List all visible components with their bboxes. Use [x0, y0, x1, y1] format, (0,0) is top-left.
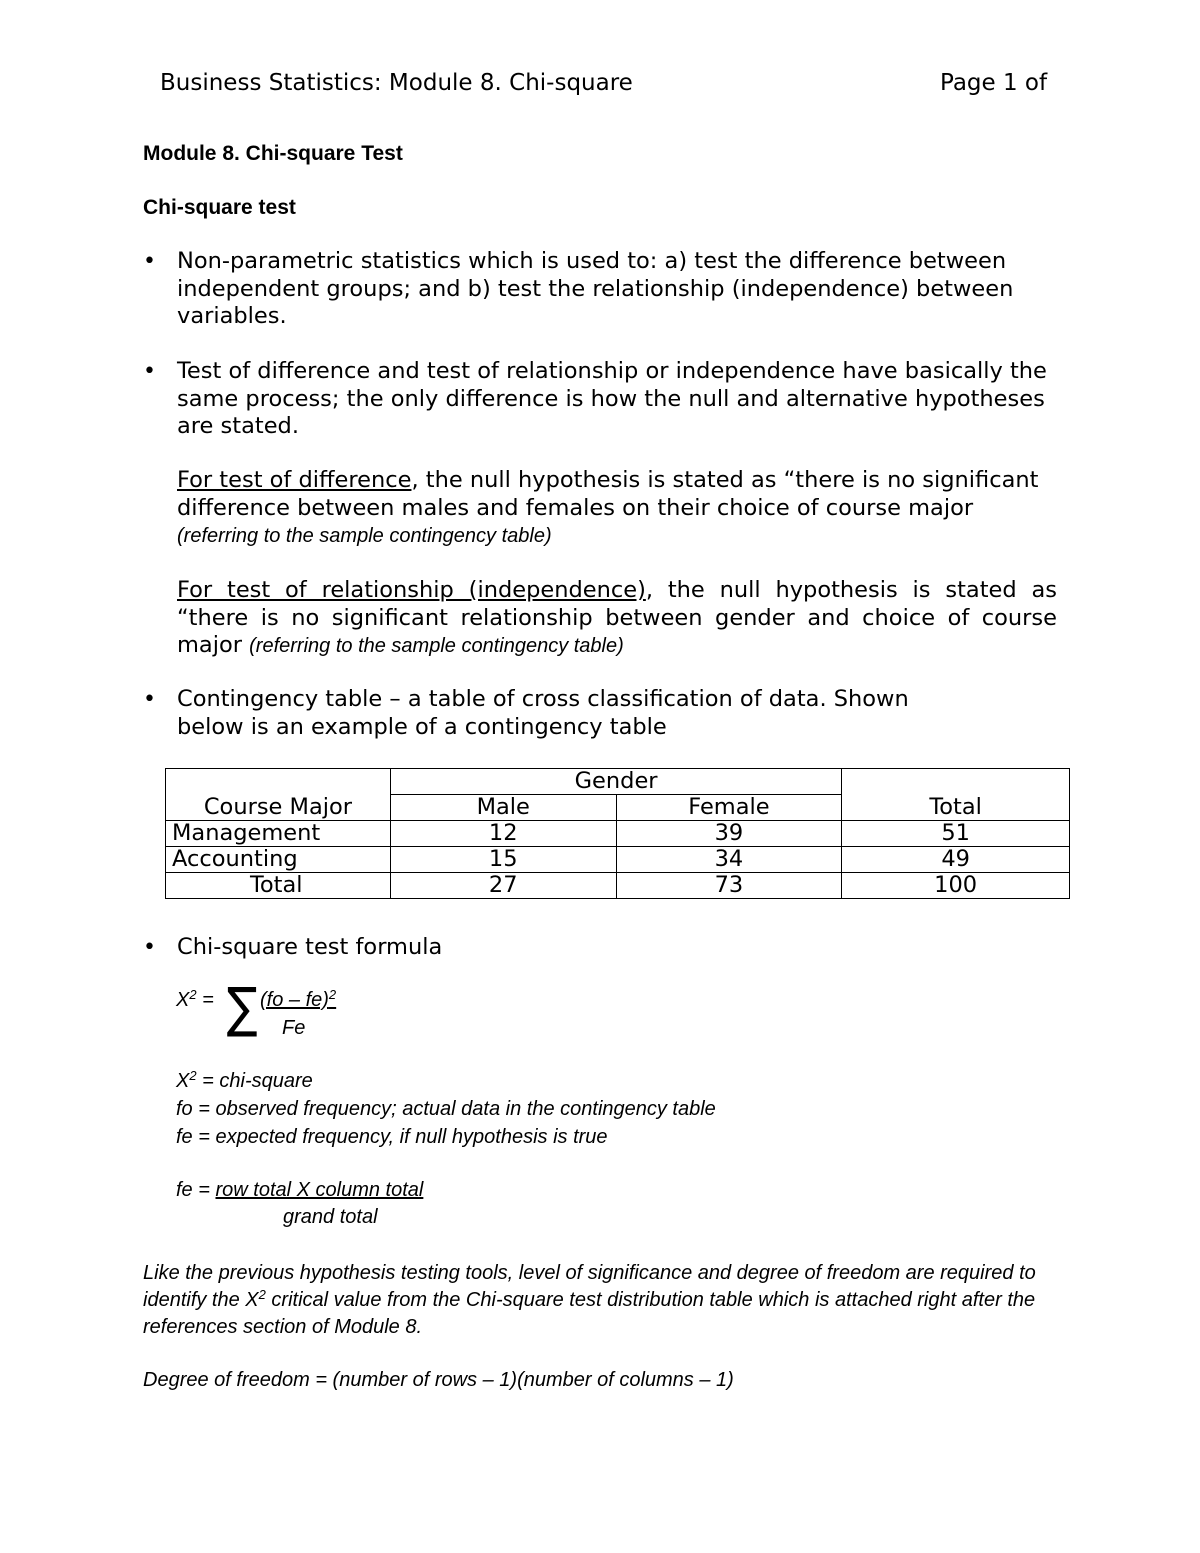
difference-note: (referring to the sample contingency table): [177, 525, 552, 547]
relationship-label: For test of relationship (independence): [177, 577, 646, 603]
bullet-text-2: Test of difference and test of relationship or independence have basically the same process; the only difference is how the null and alternative hypotheses are stated.: [177, 358, 1047, 439]
sigma-icon: ∑: [226, 976, 258, 1039]
difference-text: , the null hypothesis is stated as “there is no significant difference between males and females on their choice of course major: [177, 467, 1039, 521]
formula-lhs: $X^2$ =: [176, 986, 214, 1011]
header-title: Business Statistics: Module 8. Chi-square: [160, 70, 633, 96]
table-row: [166, 847, 1070, 873]
definition-chi-square: $X^2$ = chi-square: [176, 1067, 313, 1092]
bullet-icon: •: [143, 935, 156, 960]
course-major-header: Course Major: [166, 769, 391, 821]
cell-female: 39: [616, 821, 842, 847]
cell-female: 73: [616, 873, 842, 899]
relationship-text: , the null hypothesis is stated as “there is no significant relationship between gender and choice of course major: [177, 577, 1057, 658]
cell-male: 12: [390, 821, 616, 847]
bullet-icon: •: [143, 687, 156, 712]
male-column-header: Male: [390, 795, 616, 821]
degree-of-freedom: Degree of freedom = (number of rows – 1)(number of columns – 1): [143, 1369, 734, 1391]
total-column-header: Total: [842, 769, 1070, 821]
section-title: Chi-square test: [143, 196, 296, 219]
critical-value-note: Like the previous hypothesis testing tools, level of significance and degree of freedom are required to identify the $X^2$ critical value from the Chi-square test distribution table which is attached right after the references section of Module 8.: [143, 1262, 1036, 1338]
cell-total: 51: [842, 821, 1070, 847]
table-row: [166, 873, 1070, 899]
row-label: Accounting: [166, 847, 391, 873]
bullet-text-1: Non-parametric statistics which is used to: a) test the difference between independent groups; and b) test the relationship (independence) between variables.: [177, 248, 1014, 329]
definition-fe: fe = expected frequency, if null hypothesis is true: [176, 1126, 608, 1148]
expected-frequency-formula: fe = row total X column total: [176, 1179, 424, 1201]
gender-header: Gender: [390, 769, 841, 795]
definition-fo: fo = observed frequency; actual data in the contingency table: [176, 1098, 716, 1120]
cell-male: 15: [390, 847, 616, 873]
cell-total: 49: [842, 847, 1070, 873]
female-column-header: Female: [616, 795, 842, 821]
contingency-table: [165, 768, 1070, 899]
relationship-note: (referring to the sample contingency table): [249, 635, 624, 657]
header-page-label: Page 1 of: [940, 70, 1048, 96]
difference-paragraph: [177, 467, 1057, 551]
table-row: [166, 821, 1070, 847]
relationship-paragraph: [177, 577, 1057, 661]
formula-numerator: (fo – fe)$^2$: [260, 986, 337, 1011]
cell-male: 27: [390, 873, 616, 899]
cell-total: 100: [842, 873, 1070, 899]
expected-frequency-denominator: grand total: [283, 1206, 378, 1228]
module-title: Module 8. Chi-square Test: [143, 142, 403, 165]
difference-label: For test of difference: [177, 467, 412, 493]
bullet-icon: •: [143, 359, 156, 384]
formula-denominator: Fe: [282, 1017, 306, 1039]
cell-female: 34: [616, 847, 842, 873]
bullet-text-4: Chi-square test formula: [177, 934, 443, 960]
row-label: Management: [166, 821, 391, 847]
row-label: Total: [166, 873, 391, 899]
bullet-text-3: Contingency table – a table of cross classification of data. Shown below is an example of a contingency table: [177, 686, 909, 740]
bullet-icon: •: [143, 249, 156, 274]
